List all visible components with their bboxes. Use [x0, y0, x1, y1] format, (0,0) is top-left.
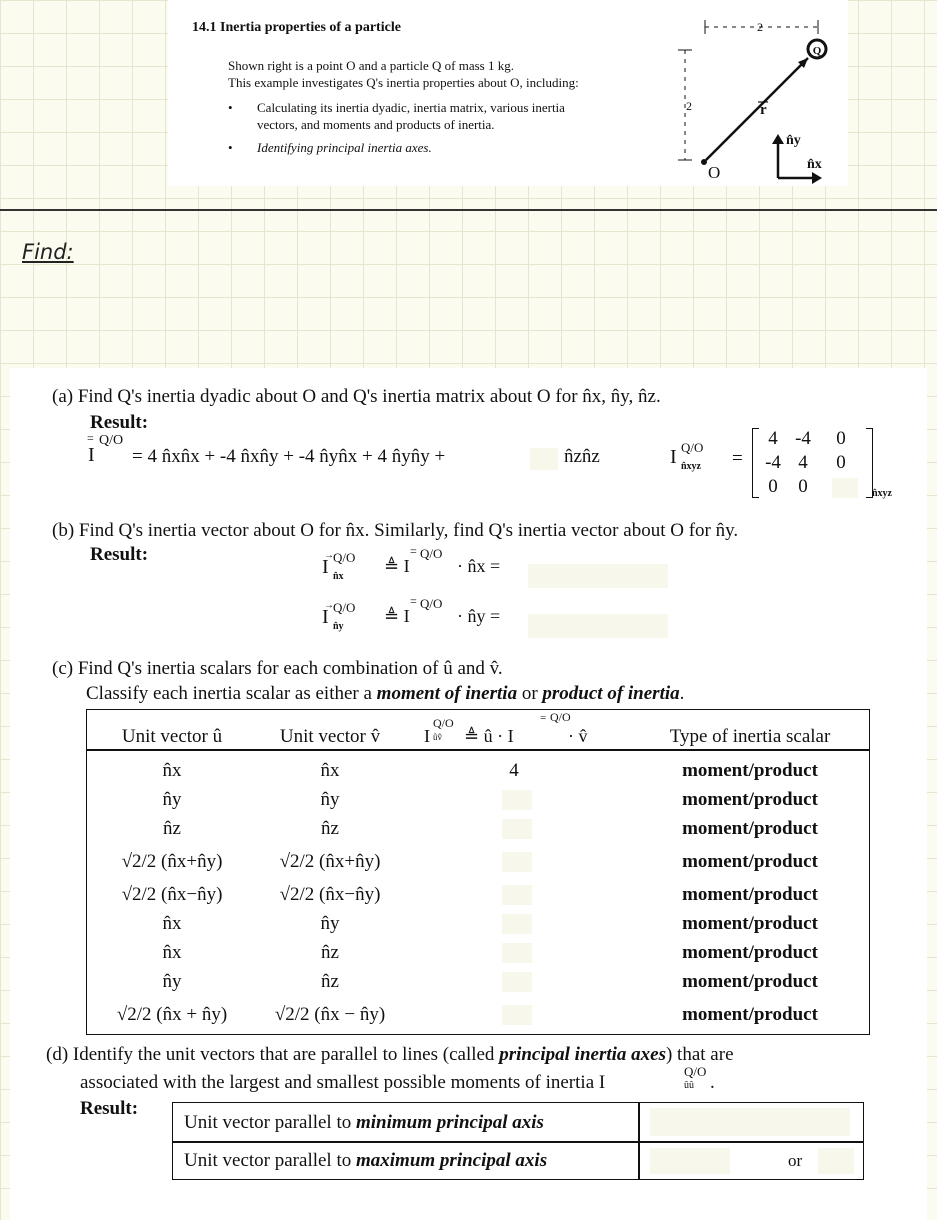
row-7-u: n̂x [162, 942, 182, 963]
row-7-type[interactable]: moment/product [682, 942, 818, 963]
vertical-dimension-label: 2 [686, 99, 692, 113]
intro-line-2: This example investigates Q's inertia properties about O, including: [228, 75, 579, 90]
max-axis-answer-1[interactable] [650, 1148, 730, 1174]
row-7-v: n̂z [321, 942, 339, 963]
row-3-u: n̂z [163, 818, 181, 839]
nx-label: n̂x [807, 157, 822, 172]
row-6-v: n̂y [320, 913, 340, 934]
row-5-type[interactable]: moment/product [682, 884, 818, 905]
part-a-result-label: Result: [90, 412, 149, 433]
row-8-type[interactable]: moment/product [682, 971, 818, 992]
row-8-value[interactable] [502, 972, 532, 992]
row-6-value[interactable] [502, 914, 532, 934]
row-5-u: √2/2 (n̂x−n̂y) [121, 884, 223, 905]
row-1-v: n̂x [320, 760, 340, 781]
inertia-vector-nx-line: I → Q/O n̂x ≜ I = Q/O · n̂x = [322, 544, 501, 582]
part-d-result-label: Result: [80, 1098, 139, 1119]
matrix-basis-label: n̂xyz [872, 488, 892, 499]
nx-arrowhead [812, 172, 822, 184]
bullet-dot-2: • [228, 140, 233, 155]
find-heading: Find: [22, 240, 74, 264]
vector-r-label: r [760, 102, 767, 118]
row-6-type[interactable]: moment/product [682, 913, 818, 934]
min-axis-label: Unit vector parallel to minimum principal axis [184, 1112, 544, 1133]
row-5-v: √2/2 (n̂x−n̂y) [279, 884, 381, 905]
intro-line-1: Shown right is a point O and a particle Q of mass 1 kg. [228, 58, 514, 73]
horizontal-dimension-label: 2 [757, 20, 763, 34]
max-axis-answer-2[interactable] [818, 1148, 854, 1174]
row-3-value[interactable] [502, 819, 532, 839]
header-inertia-formula: I Q/O ûv̂ ≜ û · I = Q/O · v̂ [424, 710, 588, 746]
inertia-vector-ny-line: I → Q/O n̂y ≜ I = Q/O · n̂y = [322, 594, 501, 632]
matrix-cell-21: -4 [765, 452, 781, 473]
matrix-cell-31: 0 [768, 476, 778, 497]
ny-arrowhead [772, 134, 784, 144]
bullet-2: Identifying principal inertia axes. [257, 140, 432, 155]
part-c-question-line-2: Classify each inertia scalar as either a moment of inertia or product of inertia. [86, 683, 685, 704]
row-2-u: n̂y [162, 789, 182, 810]
row-9-type[interactable]: moment/product [682, 1004, 818, 1025]
part-b-result-label: Result: [90, 544, 149, 565]
bullet-1-line-2: vectors, and moments and products of inertia. [257, 117, 495, 132]
row-3-v: n̂z [321, 818, 339, 839]
particle-diagram [668, 10, 848, 186]
row-2-value[interactable] [502, 790, 532, 810]
inertia-vector-ny-answer[interactable] [528, 614, 668, 638]
row-7-value[interactable] [502, 943, 532, 963]
problem-statement-card [168, 0, 848, 186]
point-o-dot [701, 159, 707, 165]
ny-label: n̂y [786, 133, 801, 148]
principal-table-row-divider [172, 1141, 864, 1143]
row-4-v: √2/2 (n̂x+n̂y) [279, 851, 381, 872]
header-unit-vector-v: Unit vector v̂ [279, 726, 381, 747]
part-d-question-line-1: (d) Identify the unit vectors that are parallel to lines (called principal inertia axes) that are [46, 1044, 734, 1065]
header-unit-vector-u: Unit vector û [121, 726, 223, 747]
row-5-value[interactable] [502, 885, 532, 905]
matrix-cell-33-blank[interactable] [832, 478, 858, 498]
row-1-u: n̂x [162, 760, 182, 781]
inertia-vector-nx-answer[interactable] [528, 564, 668, 588]
matrix-equals: = [732, 448, 743, 469]
dyadic-zz-term: n̂zn̂z [564, 446, 600, 467]
point-o-label: O [708, 163, 721, 182]
exercise-card: (a) Find Q's inertia dyadic about O and Q's inertia matrix about O for n̂x, n̂y, n̂z. Result: = Q/O I = 4 n̂xn̂x + -4 n̂xn̂y + -4 n̂yn̂x + 4 n̂yn̂y + n̂zn̂z I Q/O n̂xyz = 4 -4 0 -4 4 0 0 0 n̂xyz (b) Find Q's inertia vector about O for n̂x. Similarly, find Q's inertia vector about O for n̂y. Result: I → Q/O n̂x ≜ I = Q/O · n̂x = I → Q/O n̂y ≜ I = Q/O · n̂y = (c) Find Q's inertia scalars for each combination of û and v̂. Classify each inertia scalar as either a moment of inertia or product of inertia. Unit vector û Unit vector v̂ I Q/O ûv̂ ≜ û · I = Q/O · v̂ Type of inertia scalar n̂x n̂x 4 moment/product n̂y n̂y moment/product n̂z n̂z moment/product √2/2 (n̂x+n̂y) √2/2 (n̂x+n̂y) moment/product √2/2 (n̂x−n̂y) √2/2 (n̂x−n̂y) moment/product n̂x n̂y moment/product n̂x n̂z moment/product n̂y n̂z moment/product √2/2 (n̂x + n̂y) √2/2 (n̂x − n̂y) moment/product (d) Identify the unit vectors that are parallel to lines (called principal inertia axes) that are associated with the largest and smallest possible moments of inertia I Q/O ûû . Result: Unit vector parallel to minimum principal axis Unit vector parallel to maximum principal axis or [10, 368, 927, 1220]
matrix-cell-23: 0 [836, 452, 846, 473]
dyadic-zz-blank[interactable] [530, 448, 558, 470]
row-2-type[interactable]: moment/product [682, 789, 818, 810]
principal-table-col-divider [638, 1102, 640, 1180]
part-b-question: (b) Find Q's inertia vector about O for n̂x. Similarly, find Q's inertia vector about O for n̂y. [52, 520, 739, 541]
section-divider [0, 209, 937, 211]
row-8-v: n̂z [321, 971, 339, 992]
section-title: 14.1 Inertia properties of a particle [192, 20, 401, 35]
matrix-symbol: I Q/O n̂xyz [670, 440, 704, 472]
max-axis-label: Unit vector parallel to maximum principal axis [184, 1150, 548, 1171]
header-type-of-scalar: Type of inertia scalar [669, 726, 831, 747]
row-4-u: √2/2 (n̂x+n̂y) [121, 851, 223, 872]
bullet-dot-1: • [228, 100, 233, 115]
matrix-cell-32: 0 [798, 476, 808, 497]
row-9-value[interactable] [502, 1005, 532, 1025]
row-8-u: n̂y [162, 971, 182, 992]
row-9-v: √2/2 (n̂x − n̂y) [274, 1004, 386, 1025]
max-axis-or: or [788, 1151, 803, 1170]
bullet-1-line-1: Calculating its inertia dyadic, inertia matrix, various inertia [257, 100, 565, 115]
dyadic-expression: = 4 n̂xn̂x + -4 n̂xn̂y + -4 n̂yn̂x + 4 n̂yn̂y + [132, 446, 446, 467]
row-9-u: √2/2 (n̂x + n̂y) [116, 1004, 228, 1025]
matrix-cell-13: 0 [836, 428, 846, 449]
row-4-value[interactable] [502, 852, 532, 872]
part-a-question: (a) Find Q's inertia dyadic about O and Q's inertia matrix about O for n̂x, n̂y, n̂z. [52, 386, 661, 407]
matrix-cell-12: -4 [795, 428, 811, 449]
min-axis-answer[interactable] [650, 1108, 850, 1136]
particle-q-label: Q [812, 45, 822, 57]
part-c-question-line-1: (c) Find Q's inertia scalars for each combination of û and v̂. [52, 658, 503, 679]
row-1-type[interactable]: moment/product [682, 760, 818, 781]
row-6-u: n̂x [162, 913, 182, 934]
matrix-cell-11: 4 [768, 428, 778, 449]
matrix-cell-22: 4 [798, 452, 808, 473]
row-2-v: n̂y [320, 789, 340, 810]
row-4-type[interactable]: moment/product [682, 851, 818, 872]
row-3-type[interactable]: moment/product [682, 818, 818, 839]
part-d-question-line-2: associated with the largest and smallest possible moments of inertia I Q/O ûû . [80, 1064, 715, 1093]
row-1-value: 4 [509, 760, 519, 781]
